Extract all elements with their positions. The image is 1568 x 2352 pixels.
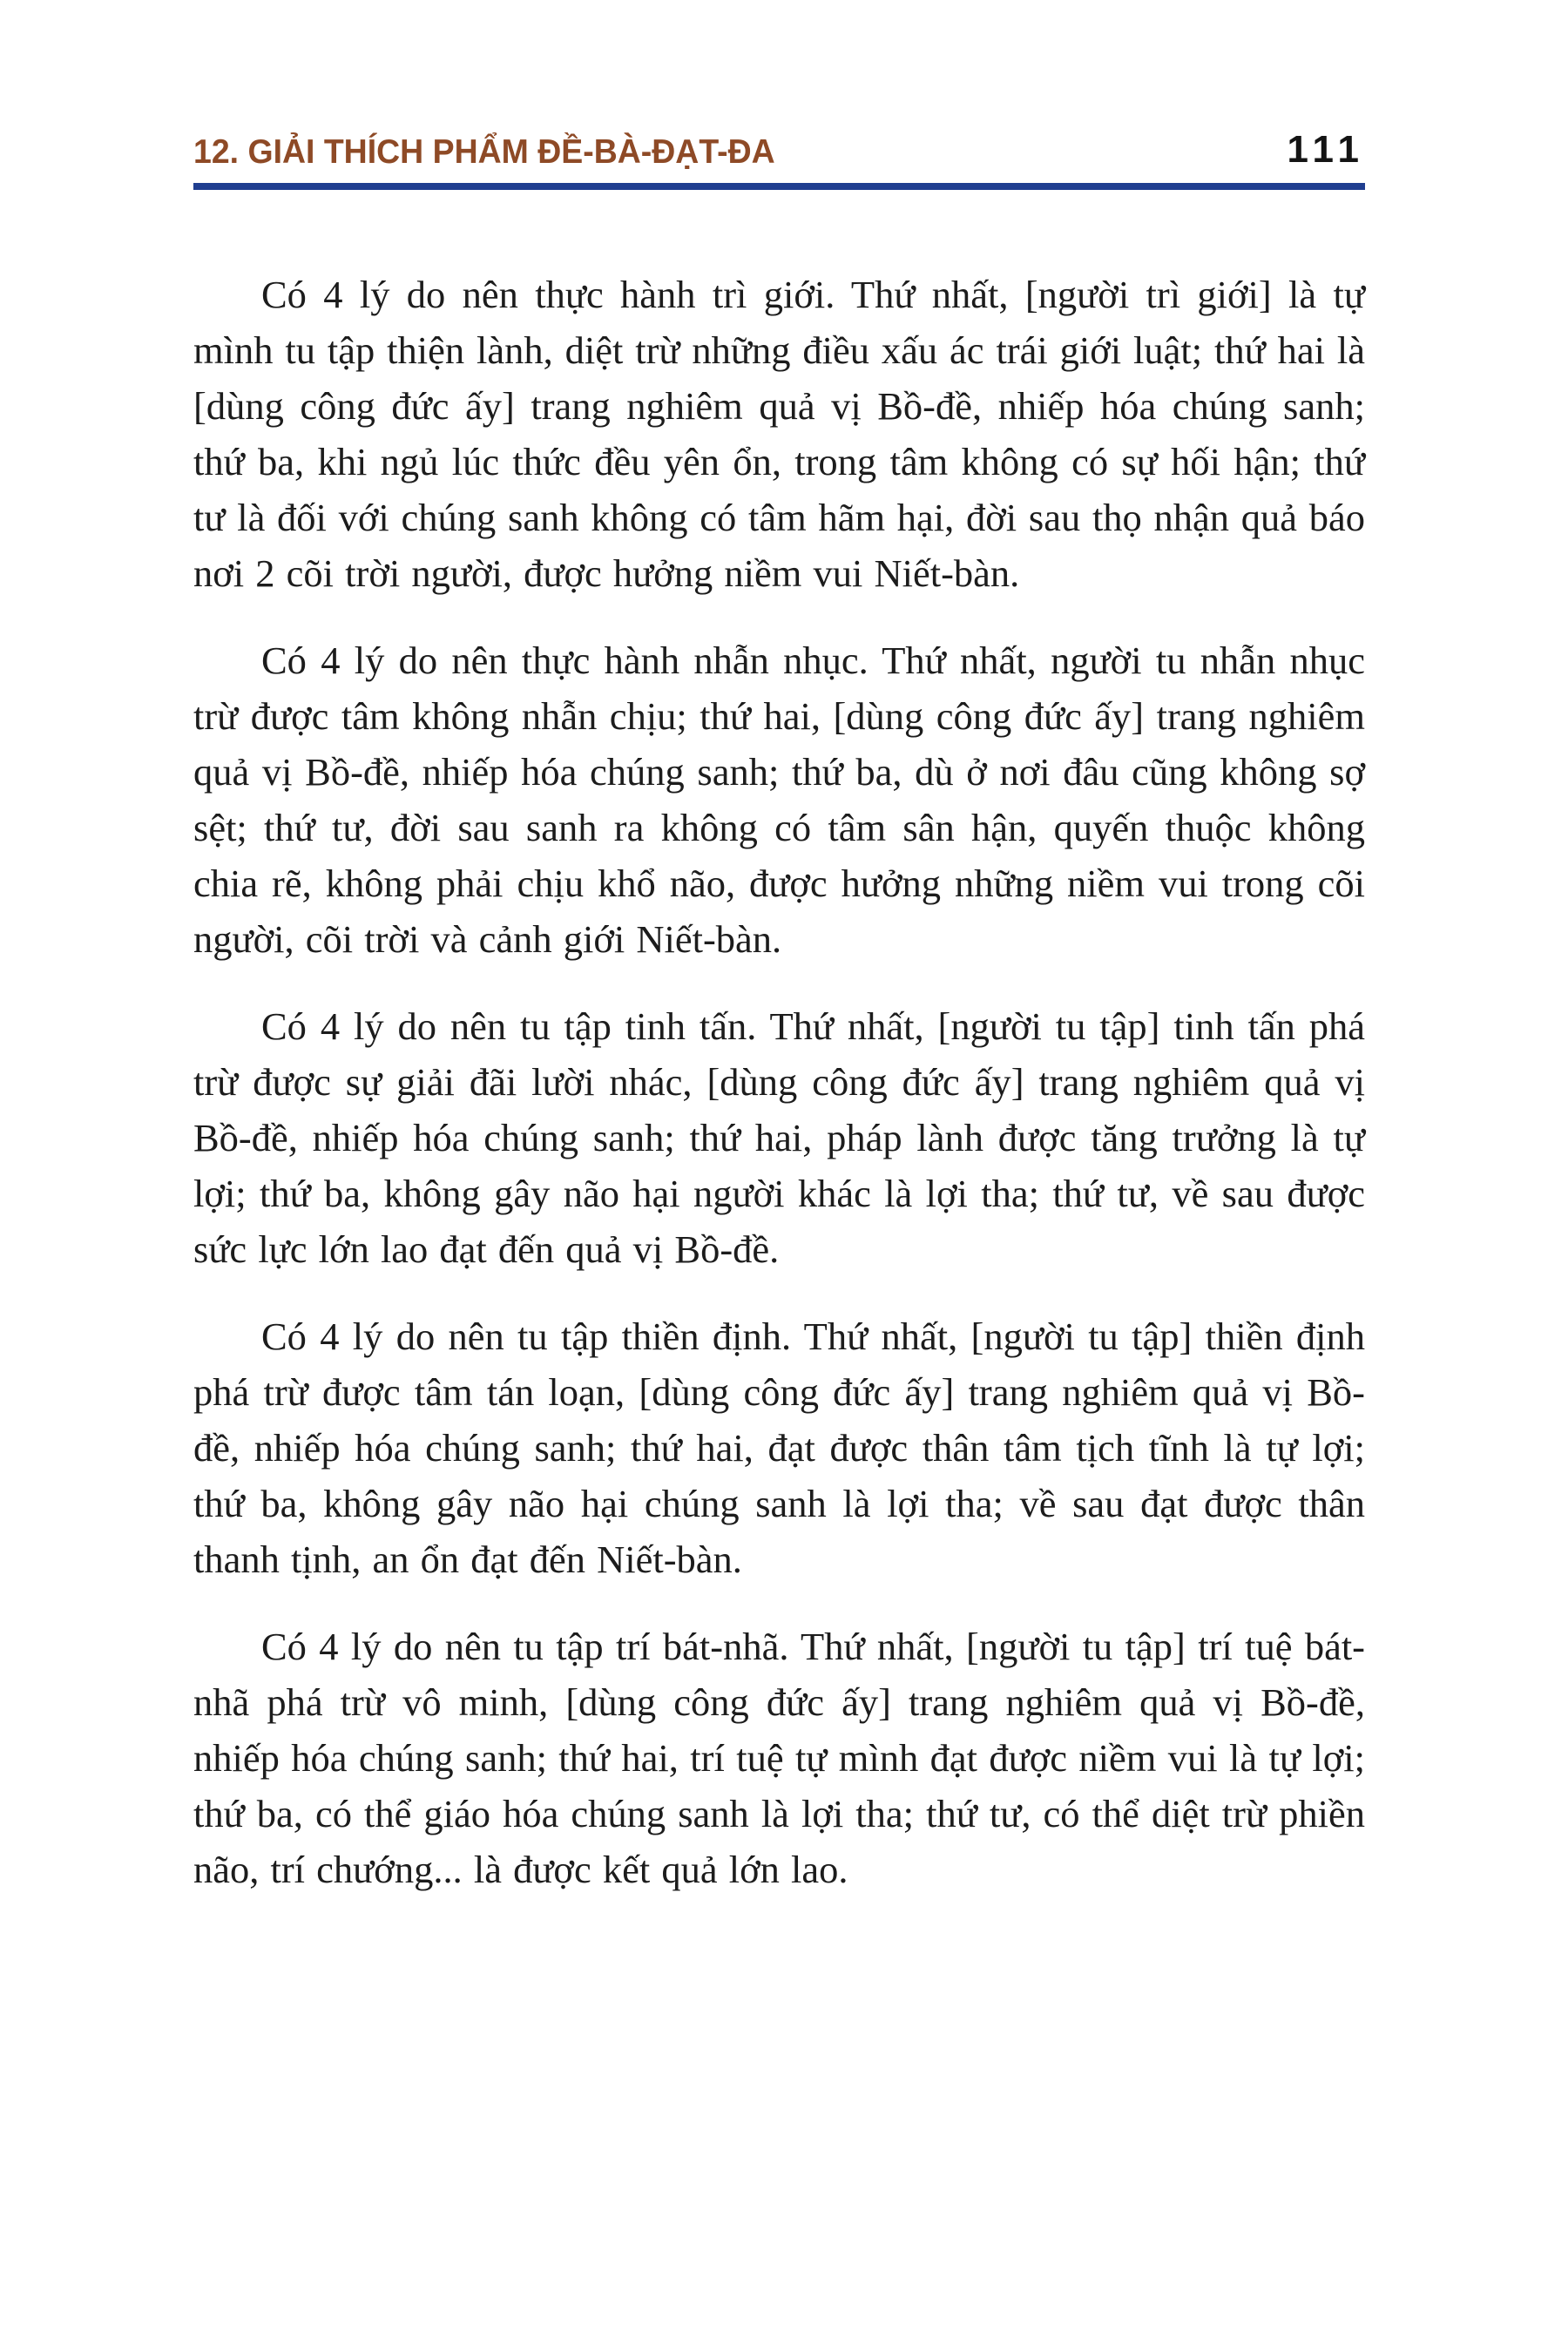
paragraph-tri-gioi: Có 4 lý do nên thực hành trì giới. Thứ nhất, [người trì giới] là tự mình tu tập thiện lành, diệt trừ những điều xấu ác trái giới luật; thứ hai là [dùng công đức ấy] trang nghiêm quả vị Bồ-đề, nhiếp hóa chúng sanh; thứ ba, khi ngủ lúc thức đều yên ổn, trong tâm không có sự hối hận; thứ tư là đối với chúng sanh không có tâm hãm hại, đời sau thọ nhận quả báo nơi 2 cõi trời người, được hưởng niềm vui Niết-bàn. <box>193 273 1365 595</box>
body-text <box>193 267 1365 1897</box>
paragraph-thien-dinh: Có 4 lý do nên tu tập thiền định. Thứ nhất, [người tu tập] thiền định phá trừ được tâm tán loạn, [dùng công đức ấy] trang nghiêm quả vị Bồ-đề, nhiếp hóa chúng sanh; thứ hai, đạt được thân tâm tịch tĩnh là tự lợi; thứ ba, không gây não hại chúng sanh là lợi tha; về sau đạt được thân thanh tịnh, an ổn đạt đến Niết-bàn. <box>193 1315 1365 1581</box>
header-divider-rule <box>193 183 1365 190</box>
paragraph-tinh-tan: Có 4 lý do nên tu tập tinh tấn. Thứ nhất, [người tu tập] tinh tấn phá trừ được sự giải đãi lười nhác, [dùng công đức ấy] trang nghiêm quả vị Bồ-đề, nhiếp hóa chúng sanh; thứ hai, pháp lành được tăng trưởng là tự lợi; thứ ba, không gây não hại người khác là lợi tha; thứ tư, về sau được sức lực lớn lao đạt đến quả vị Bồ-đề. <box>193 1004 1365 1271</box>
chapter-title: 12. GIẢI THÍCH PHẨM ĐỀ-BÀ-ĐẠT-ĐA <box>193 133 775 171</box>
page-number: 111 <box>1287 128 1365 171</box>
paragraph-nhan-nhuc: Có 4 lý do nên thực hành nhẫn nhục. Thứ nhất, người tu nhẫn nhục trừ được tâm không nhẫn chịu; thứ hai, [dùng công đức ấy] trang nghiêm quả vị Bồ-đề, nhiếp hóa chúng sanh; thứ ba, dù ở nơi đâu cũng không sợ sệt; thứ tư, đời sau sanh ra không có tâm sân hận, quyến thuộc không chia rẽ, không phải chịu khổ não, được hưởng những niềm vui trong cõi người, cõi trời và cảnh giới Niết-bàn. <box>193 639 1365 961</box>
page-header <box>193 128 1365 171</box>
paragraph-tri-bat-nha: Có 4 lý do nên tu tập trí bát-nhã. Thứ nhất, [người tu tập] trí tuệ bát-nhã phá trừ vô minh, [dùng công đức ấy] trang nghiêm quả vị Bồ-đề, nhiếp hóa chúng sanh; thứ hai, trí tuệ tự mình đạt được niềm vui là tự lợi; thứ ba, có thể giáo hóa chúng sanh là lợi tha; thứ tư, có thể diệt trừ phiền não, trí chướng... là được kết quả lớn lao. <box>193 1625 1365 1891</box>
